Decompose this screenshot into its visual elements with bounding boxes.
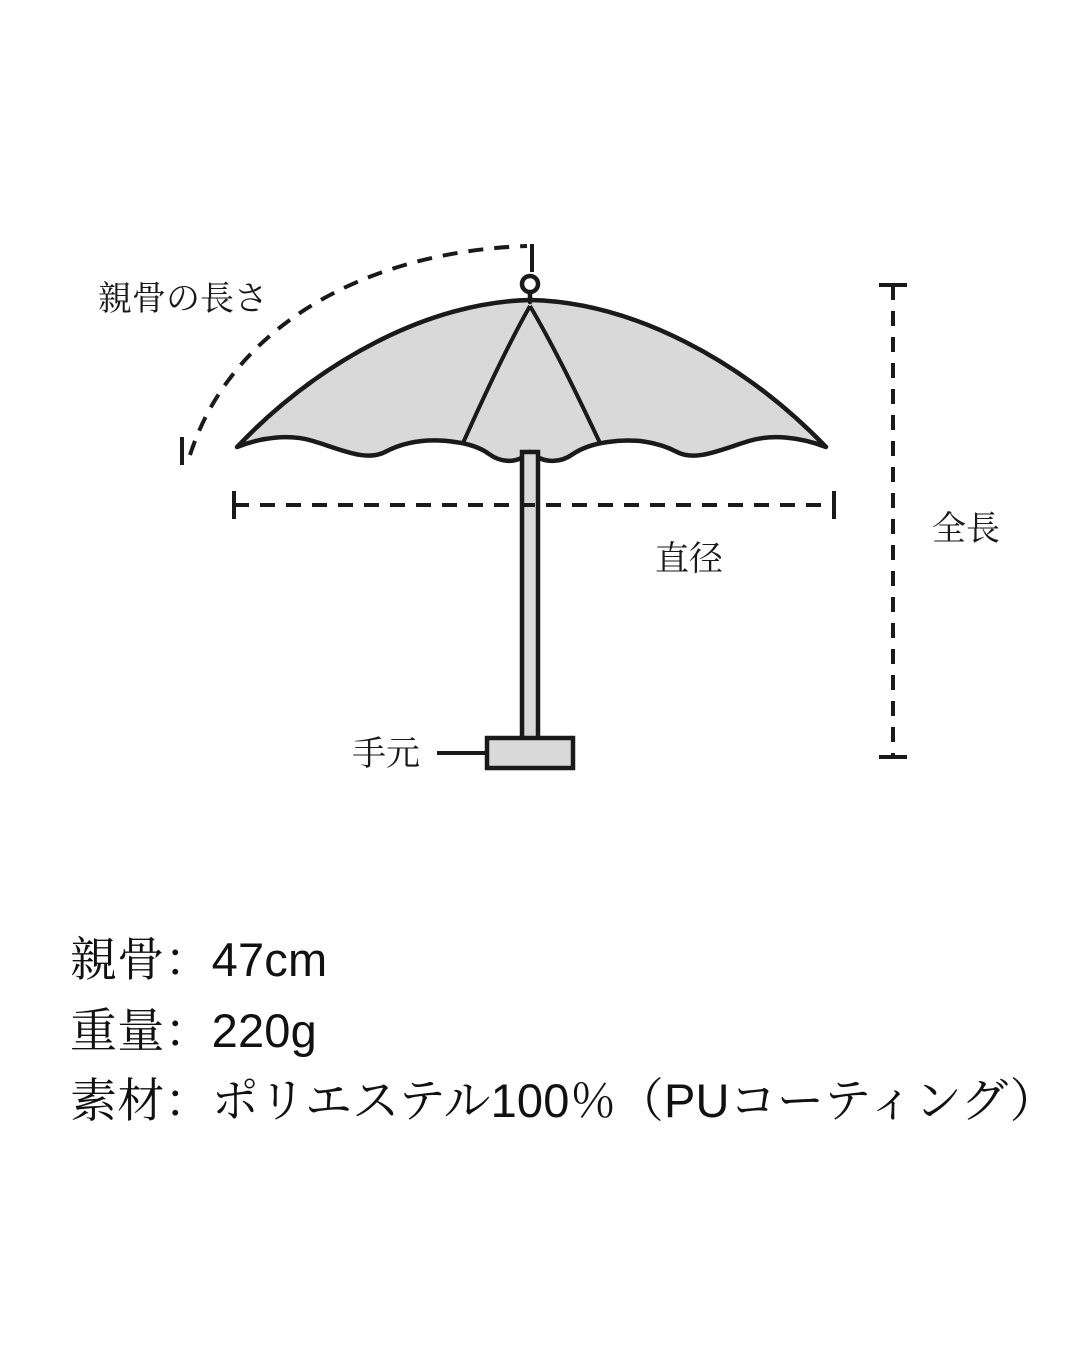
label-handle: 手元 (352, 735, 420, 773)
total-length-guide (879, 285, 907, 757)
label-rib-length: 親骨の長さ (98, 280, 268, 318)
umbrella-handle (487, 738, 573, 768)
umbrella-shaft (522, 452, 538, 742)
spec-line-material: 素材：ポリエステル100％（PUコーティング） (70, 1074, 1057, 1127)
umbrella-canopy (237, 300, 826, 461)
label-diameter: 直径 (655, 540, 723, 578)
label-total-length: 全長 (932, 510, 1000, 548)
spec-line-rib: 親骨：47cm (70, 933, 328, 986)
spec-list (70, 925, 1057, 1137)
spec-line-weight: 重量：220g (70, 1003, 317, 1057)
